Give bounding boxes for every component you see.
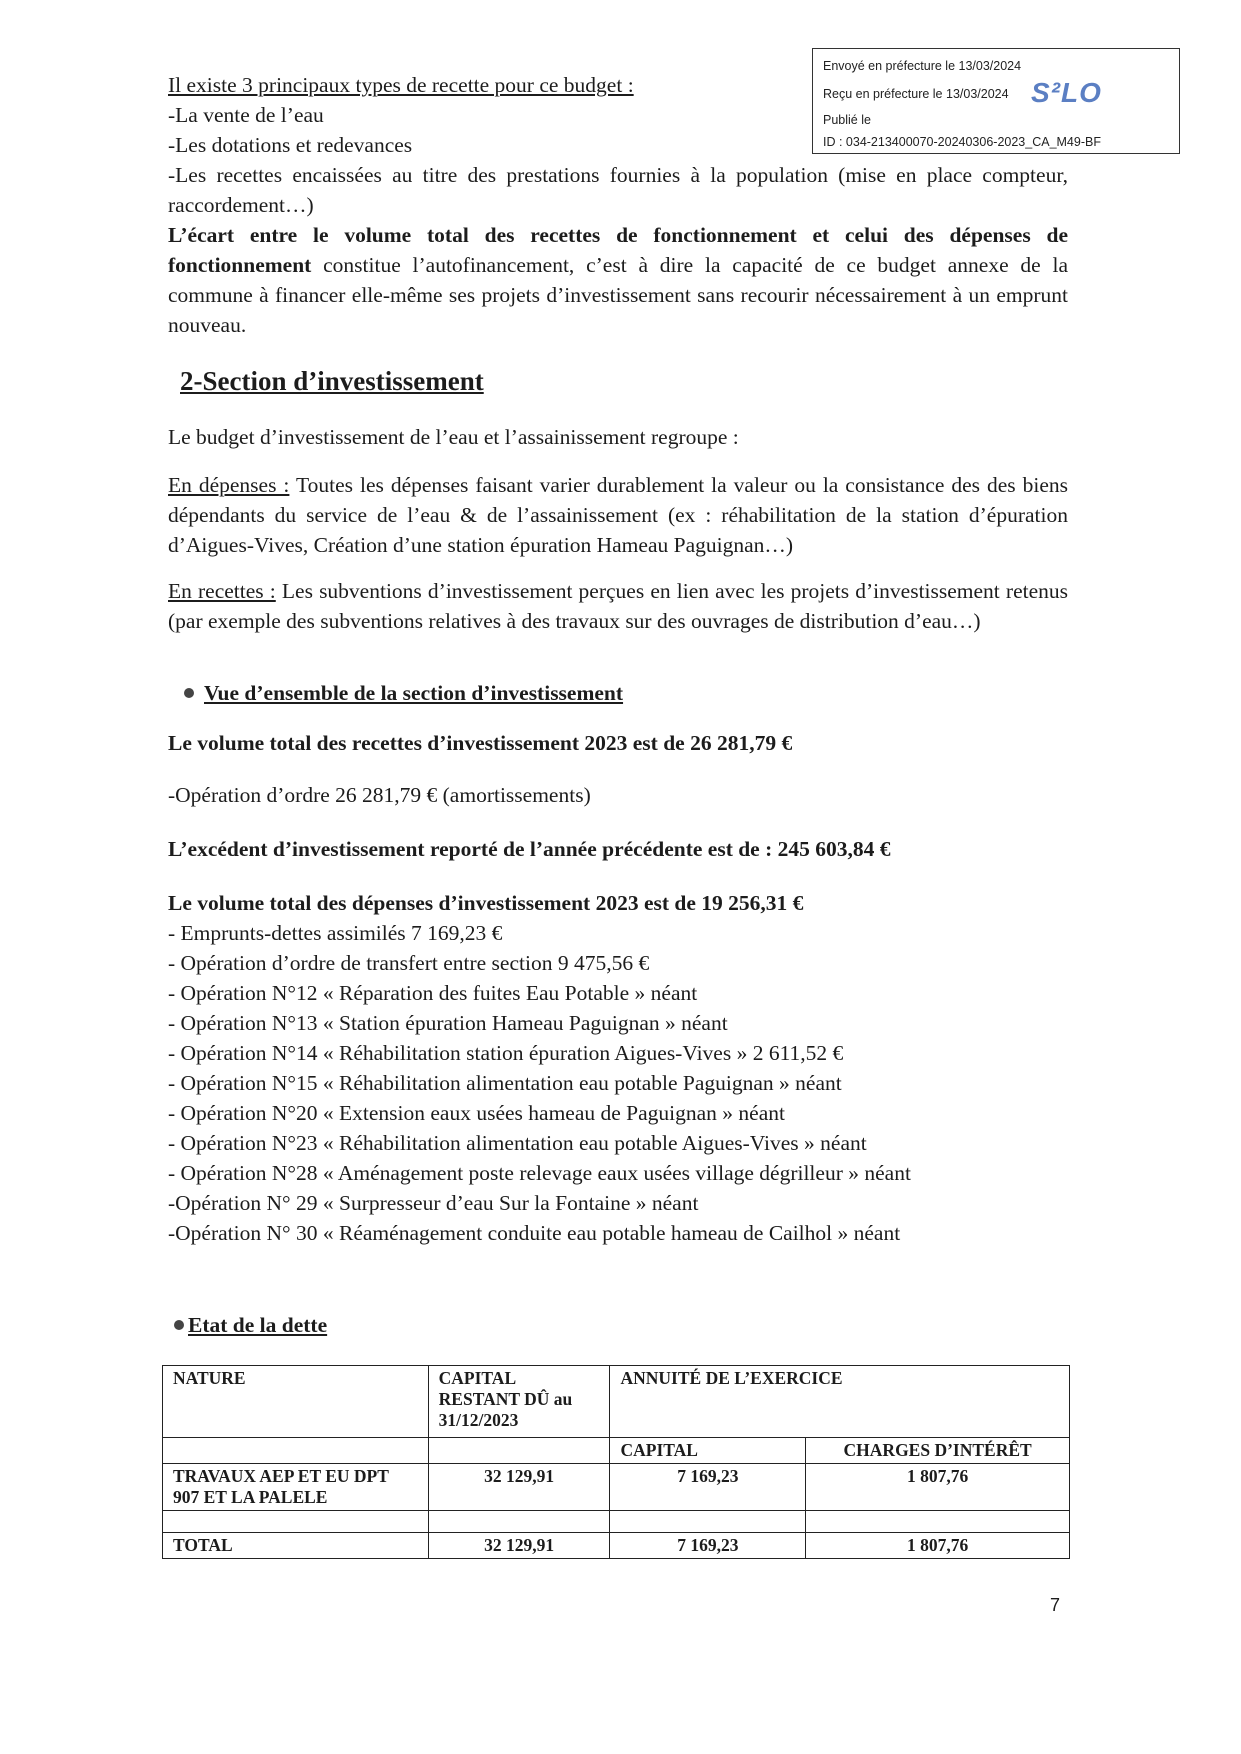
row-charges: 1 807,76 xyxy=(806,1464,1070,1511)
debt-table xyxy=(162,1365,1070,1559)
header-charges: CHARGES D’INTÉRÊT xyxy=(806,1438,1070,1464)
dette-title: Etat de la dette xyxy=(174,1310,1074,1340)
list-item: - Opération N°28 « Aménagement poste relevage eaux usées village dégrilleur » néant xyxy=(168,1161,911,1185)
depenses-text: Toutes les dépenses faisant varier durablement la valeur ou la consistance des des biens dépendants du service de l’eau & de l’assainissement (ex : réhabilitation de la station d’épuration d’Aigues-Vives, Création d’une station épuration Hameau Paguignan…) xyxy=(168,473,1068,557)
bullet-icon xyxy=(174,1320,184,1330)
list-item: - Opération N°20 « Extension eaux usées hameau de Paguignan » néant xyxy=(168,1101,785,1125)
table-header-row xyxy=(163,1366,1070,1438)
recettes-total: Le volume total des recettes d’investissement 2023 est de 26 281,79 € xyxy=(168,731,793,755)
recettes-text: Les subventions d’investissement perçues en lien avec les projets d’investissement retenus (par exemple des subventions relatives à des travaux sur des ouvrages de distribution d’eau…) xyxy=(168,579,1068,633)
row-restant: 32 129,91 xyxy=(428,1464,610,1511)
row-nature: TRAVAUX AEP ET EU DPT 907 ET LA PALELE xyxy=(163,1464,429,1511)
stamp-envoye: Envoyé en préfecture le 13/03/2024 xyxy=(823,59,1022,73)
stamp-recu: Reçu en préfecture le 13/03/2024 xyxy=(823,87,1009,101)
total-capital: 7 169,23 xyxy=(610,1533,806,1559)
recettes-label: En recettes : xyxy=(168,579,276,603)
ecart-paragraph xyxy=(168,220,1068,340)
empty-cell xyxy=(428,1511,610,1533)
header-nature: NATURE xyxy=(163,1366,429,1438)
stamp-signature: S²LO xyxy=(1031,77,1102,108)
list-item: - Opération d’ordre de transfert entre section 9 475,56 € xyxy=(168,951,650,975)
depenses-paragraph xyxy=(168,470,1068,560)
table-empty-row xyxy=(163,1511,1070,1533)
list-item: - Opération N°15 « Réhabilitation alimentation eau potable Paguignan » néant xyxy=(168,1071,842,1095)
list-item: - Opération N°13 « Station épuration Hameau Paguignan » néant xyxy=(168,1011,728,1035)
intro-item-3: -Les recettes encaissées au titre des prestations fournies à la population (mise en place compteur, raccordement…) xyxy=(168,163,1068,217)
total-label: TOTAL xyxy=(163,1533,429,1559)
list-item: - Opération N°12 « Réparation des fuites Eau Potable » néant xyxy=(168,981,698,1005)
list-item: - Emprunts-dettes assimilés 7 169,23 € xyxy=(168,921,503,945)
empty-cell xyxy=(428,1438,610,1464)
intro-heading: Il existe 3 principaux types de recette pour ce budget : xyxy=(168,73,634,97)
table-row xyxy=(163,1464,1070,1511)
page-number: 7 xyxy=(1050,1595,1061,1615)
stamp-publie: Publié le xyxy=(823,113,871,127)
depenses-total: Le volume total des dépenses d’investissement 2023 est de 19 256,31 € xyxy=(168,891,804,915)
ecart-bold: L’écart entre le volume total des recettes de fonctionnement et celui des dépenses de fonctionnement xyxy=(168,223,1068,277)
intro-item-1: -La vente de l’eau xyxy=(168,103,324,127)
header-capital: CAPITAL xyxy=(610,1438,806,1464)
depenses-label: En dépenses : xyxy=(168,473,290,497)
header-annuite: ANNUITÉ DE L’EXERCICE xyxy=(610,1366,1070,1438)
table-subheader-row xyxy=(163,1438,1070,1464)
section-title: 2-Section d’investissement xyxy=(180,366,484,396)
list-item: - Opération N°23 « Réhabilitation alimentation eau potable Aigues-Vives » néant xyxy=(168,1131,867,1155)
stamp-id: ID : 034-213400070-20240306-2023_CA_M49-BF xyxy=(823,135,1101,149)
intro-item-2: -Les dotations et redevances xyxy=(168,133,413,157)
empty-cell xyxy=(163,1511,429,1533)
empty-cell xyxy=(163,1438,429,1464)
list-item: - Opération N°14 « Réhabilitation station épuration Aigues-Vives » 2 611,52 € xyxy=(168,1041,844,1065)
excedent: L’excédent d’investissement reporté de l’année précédente est de : 245 603,84 € xyxy=(168,837,891,861)
total-charges: 1 807,76 xyxy=(806,1533,1070,1559)
operation-ordre: -Opération d’ordre 26 281,79 € (amortissements) xyxy=(168,783,591,807)
header-capital-restant: CAPITAL RESTANT DÛ au 31/12/2023 xyxy=(428,1366,610,1438)
recettes-paragraph xyxy=(168,576,1068,636)
ecart-rest: constitue l’autofinancement, c’est à dire la capacité de ce budget annexe de la commune à financer elle-même ses projets d’investissement sans recourir nécessairement à un emprunt nouveau. xyxy=(168,253,1068,337)
list-item: -Opération N° 30 « Réaménagement conduite eau potable hameau de Cailhol » néant xyxy=(168,1221,901,1245)
empty-cell xyxy=(610,1511,806,1533)
section-lead: Le budget d’investissement de l’eau et l’assainissement regroupe : xyxy=(168,425,739,449)
overview-title: Vue d’ensemble de la section d’investissement xyxy=(184,678,1084,708)
list-item: -Opération N° 29 « Surpresseur d’eau Sur la Fontaine » néant xyxy=(168,1191,699,1215)
row-capital: 7 169,23 xyxy=(610,1464,806,1511)
table-total-row xyxy=(163,1533,1070,1559)
depenses-list xyxy=(168,918,1068,1248)
total-restant: 32 129,91 xyxy=(428,1533,610,1559)
empty-cell xyxy=(806,1511,1070,1533)
bullet-icon xyxy=(184,688,194,698)
